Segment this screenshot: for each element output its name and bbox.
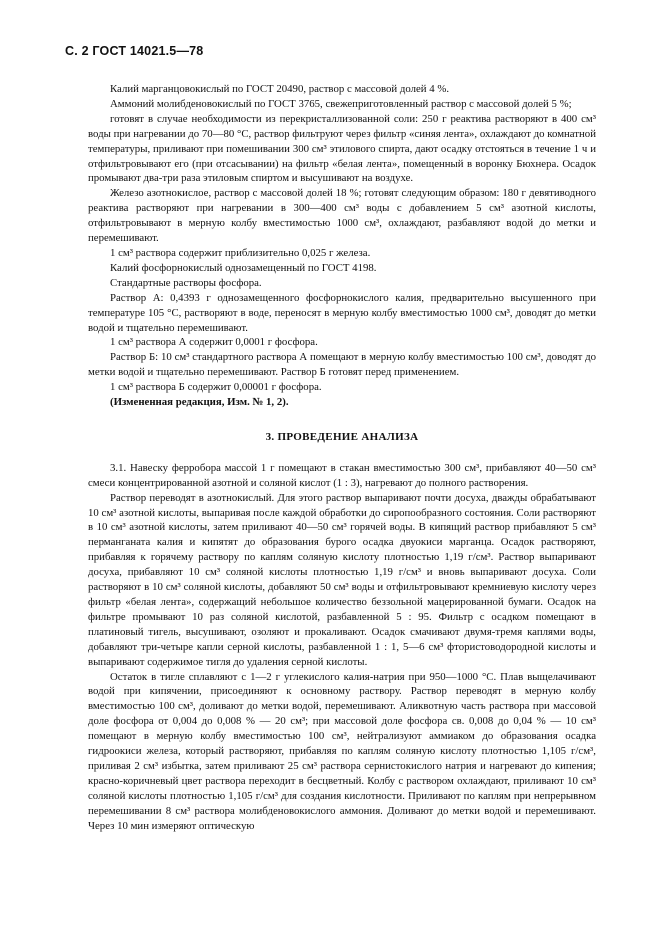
amendment-note: (Измененная редакция, Изм. № 1, 2). [110, 396, 289, 409]
paragraph: 3.1. Навеску ферробора массой 1 г помещают в стакан вместимостью 300 см³, прибавляют 40—50 см³ смеси концентрированной азотной и соляной кислот (1 : 3), нагревают до полного растворения. [88, 461, 596, 489]
paragraph: Калий фосфорнокислый однозамещенный по ГОСТ 4198. [110, 261, 377, 274]
paragraph: 1 см³ раствора А содержит 0,0001 г фосфора. [110, 336, 318, 349]
paragraph: Раствор Б: 10 см³ стандартного раствора А помещают в мерную колбу вместимостью 100 см³, доводят до метки водой и тщательно перемешивают. Раствор Б готовят перед применением. [88, 351, 596, 379]
paragraph: Раствор А: 0,4393 г однозамещенного фосфорнокислого калия, предварительно высушенного при температуре 105 °С, растворяют в воде, переносят в мерную колбу вместимостью 1000 см³, доводят до метки водой и тщательно перемешивают. [88, 291, 596, 334]
paragraph: Железо азотнокислое, раствор с массовой долей 18 %; готовят следующим образом: 180 г девятиводного реактива растворяют при нагревании в 300—400 см³ воды с добавлением 5 см³ азотной кислоты, отфильтровывают в мерную колбу вместимостью 1000 см³, охлаждают, разбавляют водой до метки и перемешивают. [88, 187, 596, 245]
paragraph: Остаток в тигле сплавляют с 1—2 г углекислого калия-натрия при 950—1000 °С. Плав выщелачивают водой при кипячении, присоединяют к основному раствору. Раствор переводят в мерную колбу вместимостью 100 см³, доливают до метки водой, перемешивают. Аликвотную часть раствора при массовой доле фосфора от 0,004 до 0,008 % — 20 см³; при массовой доле фосфора св. 0,008 до 0,04 % — 10 см³ помещают в мерную колбу вместимостью 100 см³, нейтрализуют аммиаком до образования осадка гидроокиси железа, который растворяют, прибавляя по каплям соляную кислоту плотностью 1,105 г/см³, приливая 2 см³ избытка, затем приливают 25 см³ раствора сернистокислого натрия и нагревают до кипения; красно-коричневый цвет раствора переходит в бесцветный. Колбу с раствором охлаждают, приливают 10 см³ соляной кислоты плотностью 1,105 г/см³ для создания кислотности. Приливают по каплям при непрерывном перемешивании 8 см³ раствора молибденовокислого аммония. Доливают до метки водой и перемешивают. Через 10 мин измеряют оптическую [88, 670, 596, 832]
paragraph: Аммоний молибденовокислый по ГОСТ 3765, свежеприготовленный раствор с массовой долей 5 %; [110, 97, 572, 110]
paragraph: 1 см³ раствора Б содержит 0,00001 г фосфора. [110, 381, 322, 394]
paragraph: готовят в случае необходимости из перекристаллизованной соли: 250 г реактива растворяют в 400 см³ воды при нагревании до 70—80 °С, раствор фильтруют через фильтр «синяя лента», охлаждают до комнатной температуры, приливают при помешивании 300 см³ этилового спирта, дают осадку отстояться в течение 1 ч и отфильтровывают его (при отсасывании) на фильтр «белая лента», помещенный в воронку Бюхнера. Осадок промывают два-три раза этиловым спиртом и высушивают на воздухе. [88, 112, 596, 185]
paragraph: Стандартные растворы фосфора. [110, 276, 262, 289]
section-title: 3. ПРОВЕДЕНИЕ АНАЛИЗА [265, 430, 419, 443]
paragraph: Раствор переводят в азотнокислый. Для этого раствор выпаривают почти досуха, дважды обрабатывают 10 см³ азотной кислоты, выпаривая после каждой обработки до сиропообразного состояния. Соли растворяют в 10 см³ азотной кислоты, затем приливают 40—50 см³ горячей воды. В кипящий раствор прибавляют 5 см³ перманганата калия и кипятят до образования бурого осадка двуокиси марганца. Осадок растворяют, прибавляя к горячему раствору по каплям соляную кислоту плотностью 1,19 г/см³. Раствор выпаривают досуха, прибавляют 10 см³ соляной кислоты плотностью 1,19 г/см³ и вновь выпаривают досуха. Соли растворяют в 10 см³ соляной кислоты, добавляют 50 см³ воды и отфильтровывают кремниевую кислоту через фильтр «белая лента», содержащий небольшое количество беззольной мацерированной бумаги. Осадок на фильтре промывают 10 раз соляной кислотой, разбавленной 5 : 95. Фильтр с осадком помещают в платиновый тигель, высушивают, озоляют и прокаливают. Осадок смачивают двумя-тремя каплями воды, добавляют три-четыре капли серной кислоты, разбавленной 1 : 1, 5—6 см³ фтористоводородной кислоты и выпаривают содержимое тигля до удаления серной кислоты. [88, 491, 596, 668]
paragraph: 1 см³ раствора содержит приблизительно 0,025 г железа. [110, 246, 371, 259]
paragraph: Калий марганцовокислый по ГОСТ 20490, раствор с массовой долей 4 %. [110, 83, 450, 95]
page-header: С. 2 ГОСТ 14021.5—78 [65, 44, 204, 58]
document-body [88, 82, 596, 834]
